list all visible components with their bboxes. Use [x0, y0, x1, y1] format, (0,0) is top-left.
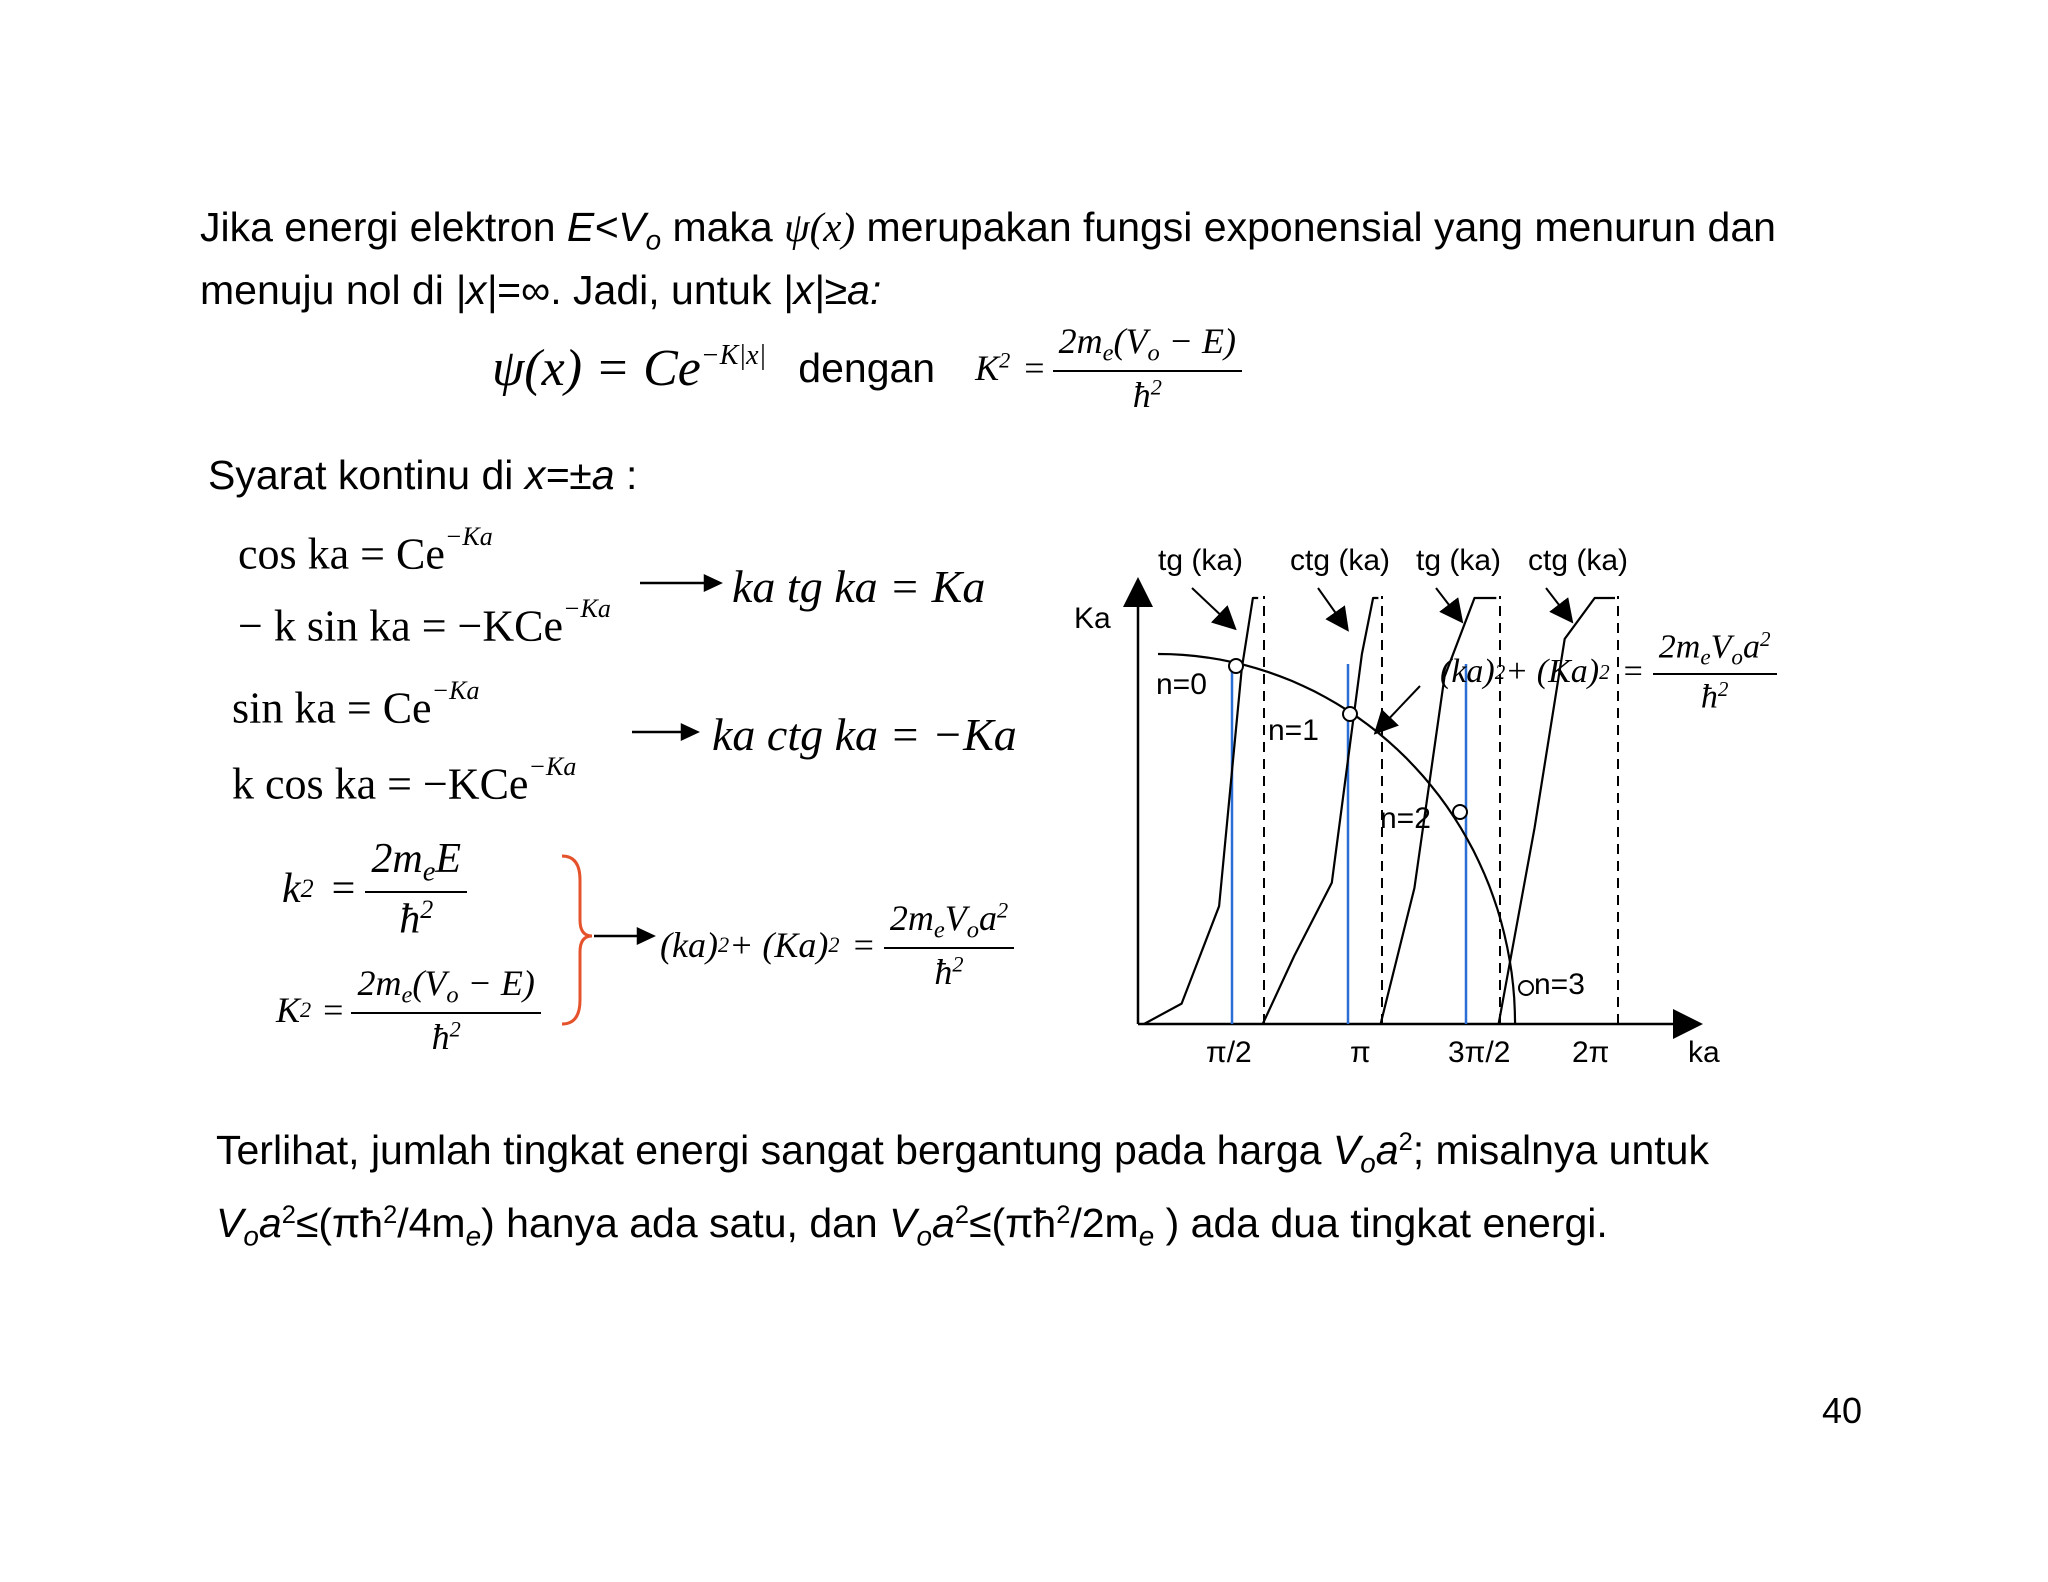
conclusion-V: V [889, 1200, 917, 1247]
frac-num: V [1710, 628, 1732, 666]
intro-text: merupakan fungsi exponensial yang menurun dan [855, 204, 1776, 250]
K-symbol: K [975, 348, 1000, 388]
equals-sign: = [331, 866, 356, 912]
hbar: ħ [431, 1016, 450, 1057]
equation-text: k cos ka = −KCe [232, 759, 529, 809]
ka-exponent: 2 [717, 932, 730, 957]
top-function-label: tg (ka) [1416, 544, 1502, 577]
conclusion-V-sub: o [243, 1220, 259, 1252]
k-symbol: k [282, 866, 301, 912]
label-pointer [1318, 588, 1342, 622]
hbar-exponent: 2 [952, 951, 964, 977]
conclusion-text: ) hanya ada satu, dan [481, 1200, 890, 1247]
frac-num-sub: o [966, 916, 979, 944]
frac-num: (V [1113, 321, 1148, 362]
top-function-label: ctg (ka) [1290, 544, 1391, 577]
frac-num: 2m [1058, 321, 1103, 362]
Ka-term: + (Ka) [729, 925, 829, 965]
frac-num-sub: o [1731, 644, 1743, 671]
conclusion-sup: 2 [383, 1201, 398, 1230]
equation-exponent: −Ka [562, 594, 611, 623]
K-symbol: K [276, 990, 301, 1030]
solution-label: n=0 [1156, 668, 1207, 701]
frac-num: E [435, 836, 462, 883]
top-function-label: tg (ka) [1158, 544, 1244, 577]
conclusion-line-1 [216, 1116, 1709, 1189]
intersection-point [1229, 659, 1243, 673]
frac-num-exponent: 2 [996, 898, 1009, 924]
conclusion-m-sub: e [465, 1220, 482, 1252]
intro-text: Jika energi elektron [200, 204, 567, 250]
dengan-label: dengan [798, 344, 936, 391]
solution-label: n=2 [1380, 802, 1431, 835]
frac-num: V [944, 898, 967, 939]
conclusion-V-sub: o [1360, 1147, 1376, 1179]
hbar: ħ [934, 951, 953, 992]
x-tick-label: 3π/2 [1448, 1036, 1511, 1069]
equation-exponent: −Ka [431, 676, 480, 705]
ka-term: (ka) [660, 925, 718, 965]
equals-sign: = [1024, 348, 1045, 388]
page-number: 40 [1822, 1390, 1863, 1431]
Ka-exponent: 2 [1599, 659, 1610, 684]
K-exponent: 2 [300, 997, 312, 1022]
intro-text: menuju nol di [200, 267, 456, 314]
x-axis-label: ka [1688, 1036, 1720, 1069]
conclusion-text: ≤(πħ [295, 1200, 384, 1247]
conclusion-text: ≤(πħ [968, 1200, 1057, 1247]
equation-text: sin ka = Ce [232, 683, 432, 733]
frac-num: − E) [1159, 321, 1236, 362]
label-pointer [1546, 588, 1566, 614]
continuity-x: x=±a [524, 452, 615, 498]
conclusion-sup: 2 [281, 1201, 296, 1230]
hbar-exponent: 2 [1717, 677, 1729, 702]
ka-term: (ka) [1440, 653, 1495, 690]
hbar-exponent: 2 [449, 1016, 461, 1042]
frac-num-sub: o [1147, 339, 1160, 367]
equation-exponent: −Ka [528, 752, 577, 781]
conclusion-V-sub: o [916, 1220, 932, 1252]
Ka-exponent: 2 [828, 932, 840, 957]
y-axis-label: Ka [1074, 602, 1111, 635]
intro-text: maka [661, 204, 785, 250]
x-tick-label: 2π [1572, 1036, 1610, 1069]
conclusion-line-2 [216, 1189, 1709, 1262]
conclusion-V: V [1332, 1126, 1361, 1173]
label-pointer [1436, 588, 1456, 614]
ka-exponent: 2 [1494, 659, 1506, 684]
Ka-term: + (Ka) [1505, 653, 1600, 690]
frac-num: 2m [1658, 628, 1701, 666]
label-pointer [1192, 588, 1228, 622]
conclusion-text: /4m [397, 1200, 466, 1247]
conclusion-text: ; misalnya untuk [1412, 1126, 1709, 1173]
system2-result: ka ctg ka = −Ka [712, 709, 1017, 760]
x-tick-label: π [1350, 1036, 1371, 1069]
frac-num-sub: e [933, 916, 945, 944]
hbar-exponent: 2 [1150, 374, 1162, 400]
conclusion-a: a [258, 1200, 282, 1247]
frac-num-sub: e [1700, 644, 1711, 671]
solution-label: n=1 [1268, 714, 1319, 747]
hbar-exponent: 2 [420, 894, 434, 924]
conclusion-m-sub: e [1138, 1220, 1155, 1252]
conclusion-text: ) ada dua tingkat energi. [1154, 1200, 1608, 1247]
equation-exponent: −Ka [444, 522, 493, 551]
intro-abs-x: |x| [455, 267, 498, 314]
conclusion-sup: 2 [1056, 1201, 1071, 1230]
intro-psi: ψ(x) [784, 204, 856, 250]
intro-text: =∞. Jadi, untuk [497, 267, 783, 314]
continuity-text: Syarat kontinu di [208, 452, 525, 498]
frac-num: a [1742, 628, 1760, 666]
frac-num: 2m [371, 836, 423, 883]
intro-condition: ≥a: [824, 267, 882, 314]
frac-num: − E) [458, 963, 535, 1004]
equation-text: cos ka = Ce [238, 529, 445, 579]
conclusion-V: V [216, 1200, 244, 1247]
frac-num-sub: o [446, 981, 459, 1009]
equals-sign: = [323, 990, 344, 1030]
equals-sign: = [853, 925, 874, 965]
wave-equation-exponent: −K|x| [700, 340, 767, 371]
K-exponent: 2 [999, 347, 1011, 373]
intersection-point [1519, 981, 1533, 995]
hbar: ħ [1700, 679, 1718, 717]
conclusion-text: Terlihat, jumlah tingkat energi sangat bergantung pada harga [216, 1126, 1333, 1173]
conclusion-sup: 2 [954, 1201, 969, 1230]
system1-result: ka tg ka = Ka [732, 561, 986, 612]
frac-num-exponent: 2 [1759, 626, 1771, 651]
branch-curve [1263, 598, 1379, 1024]
conclusion-text: /2m [1070, 1200, 1139, 1247]
conclusion-a: a [1375, 1126, 1399, 1173]
conclusion-a: a [932, 1200, 955, 1247]
x-tick-label: π/2 [1206, 1036, 1252, 1069]
equation-text: − k sin ka = −KCe [238, 601, 563, 651]
wave-equation-lhs: ψ(x) = Ce [492, 339, 701, 397]
equals-sign: = [1623, 653, 1643, 690]
chart-circle-fraction [1653, 627, 1777, 717]
conclusion-paragraph [216, 1116, 1709, 1263]
top-function-label: ctg (ka) [1528, 544, 1629, 577]
intersection-point [1453, 805, 1467, 819]
conclusion-sup: 2 [1398, 1128, 1413, 1156]
frac-num: 2m [357, 963, 402, 1004]
continuity-text: : [614, 452, 638, 498]
frac-num: a [978, 898, 997, 939]
hbar: ħ [399, 895, 421, 942]
hbar: ħ [1132, 374, 1151, 415]
k-exponent: 2 [300, 874, 314, 903]
circle-pointer [1382, 686, 1420, 726]
frac-num: 2m [889, 898, 934, 939]
intro-energy: E<V [566, 204, 646, 250]
intro-energy-sub: o [645, 224, 662, 256]
intersection-point [1343, 707, 1357, 721]
frac-num-sub: e [401, 981, 413, 1009]
solution-label: n=3 [1534, 968, 1585, 1001]
chart-circle-equation [1440, 622, 1777, 722]
frac-num-sub: e [422, 856, 436, 888]
frac-num: (V [412, 963, 447, 1004]
frac-num-sub: e [1102, 339, 1114, 367]
intro-abs-x: |x| [782, 267, 825, 314]
